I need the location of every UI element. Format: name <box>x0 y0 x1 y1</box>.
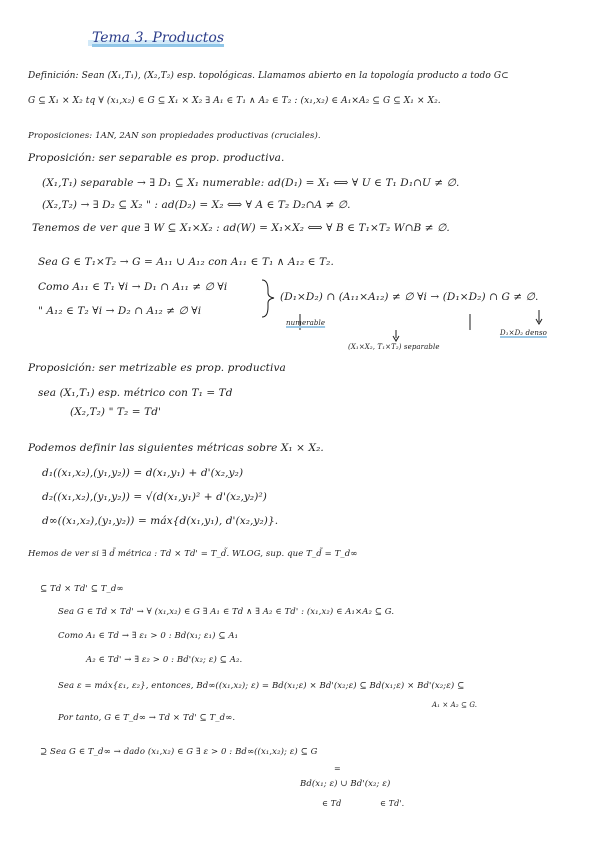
numerable-label: numerable <box>286 319 326 327</box>
step-4: Sea ε = máx{ε₁, ε₂}, entonces, Bd∞((x₁,x₂); ε) = Bd(x₁;ε) × Bd'(x₂;ε) ⊆ Bd(x₁;ε) × Bd'(x₂;ε) ⊆ <box>58 681 465 691</box>
metric-line-2: (X₂,T₂) " T₂ = Td' <box>70 406 162 418</box>
definition-line-1: Definición: Sean (X₁,T₁), (X₂,T₂) esp. topológicas. Llamamos abierto en la topología producto a todo G⊂ <box>28 71 509 81</box>
step-1: Sea G ∈ Td × Td' → ∀ (x₁,x₂) ∈ G ∃ A₁ ∈ Td ∧ ∃ A₂ ∈ Td' : (x₁,x₂) ∈ A₁×A₂ ⊆ G. <box>58 607 395 617</box>
step-5: Por tanto, G ∈ T_d∞ → Td × Td' ⊆ T_d∞. <box>58 713 236 723</box>
metric-dinf: d∞((x₁,x₂),(y₁,y₂)) = máx{d(x₁,y₁), d'(x₂,y₂)}. <box>42 515 279 527</box>
propositions-line: Proposiciones: 1AN, 2AN son propiedades productivas (cruciales). <box>28 131 321 141</box>
definition-line-2: G ⊆ X₁ × X₂ tq ∀ (x₁,x₂) ∈ G ⊆ X₁ × X₂ ∃ A₁ ∈ T₁ ∧ A₂ ∈ T₂ : (x₁,x₂) ∈ A₁×A₂ ⊆ G ⊆ X₁ × X₂. <box>28 96 441 106</box>
in-td: ∈ Td <box>322 799 342 808</box>
step-4-continued: A₁ × A₂ ⊆ G. <box>432 701 478 709</box>
step-2: Como A₁ ∈ Td → ∃ ε₁ > 0 : Bd(x₁; ε₁) ⊆ A₁ <box>58 631 239 641</box>
separable-line-1: (X₁,T₁) separable → ∃ D₁ ⊆ X₁ numerable: ad(D₁) = X₁ ⟺ ∀ U ∈ T₁ D₁∩U ≠ ∅. <box>42 177 460 189</box>
proposition-metrizable: Proposición: ser metrizable es prop. productiva <box>28 362 286 374</box>
step-3: A₂ ∈ Td' → ∃ ε₂ > 0 : Bd'(x₂; ε) ⊆ A₂. <box>86 655 243 665</box>
ball-union: Bd(x₁; ε) ∪ Bd'(x₂; ε) <box>300 779 391 789</box>
in-td-prime: ∈ Td'. <box>380 799 405 808</box>
metric-line-1: sea (X₁,T₁) esp. métrico con T₁ = Td <box>38 387 233 399</box>
page-title: Tema 3. Productos <box>92 30 225 46</box>
denso-label: D₁×D₂ denso <box>500 329 547 337</box>
separable-result: (X₁×X₂, T₁×T₂) separable <box>348 343 440 351</box>
separable-line-3: Tenemos de ver que ∃ W ⊆ X₁×X₂ : ad(W) = X₁×X₂ ⟺ ∀ B ∈ T₁×T₂ W∩B ≠ ∅. <box>32 222 450 234</box>
como-line-2: " A₁₂ ∈ T₂ ∀i → D₂ ∩ A₁₂ ≠ ∅ ∀i <box>38 305 202 317</box>
conclusion-line: (D₁×D₂) ∩ (A₁₁×A₁₂) ≠ ∅ ∀i → (D₁×D₂) ∩ G ≠ ∅. <box>280 291 539 303</box>
como-line-1: Como A₁₁ ∈ T₁ ∀i → D₁ ∩ A₁₁ ≠ ∅ ∀i <box>38 281 228 293</box>
define-metrics-line: Podemos definir las siguientes métricas sobre X₁ × X₂. <box>28 442 324 454</box>
equals-sign: = <box>334 764 341 773</box>
superset-line: ⊇ Sea G ∈ T_d∞ → dado (x₁,x₂) ∈ G ∃ ε > 0 : Bd∞((x₁,x₂); ε) ⊆ G <box>40 747 318 757</box>
metric-d1: d₁((x₁,x₂),(y₁,y₂)) = d(x₁,y₁) + d'(x₂,y₂) <box>42 467 244 479</box>
separable-line-2: (X₂,T₂) → ∃ D₂ ⊆ X₂ " : ad(D₂) = X₂ ⟺ ∀ A ∈ T₂ D₂∩A ≠ ∅. <box>42 199 351 211</box>
proposition-separable: Proposición: ser separable es prop. productiva. <box>28 152 285 164</box>
sea-line-1: Sea G ∈ T₁×T₂ → G = A₁₁ ∪ A₁₂ con A₁₁ ∈ T₁ ∧ A₁₂ ∈ T₂. <box>38 256 334 268</box>
subset-header: ⊆ Td × Td' ⊆ T_d∞ <box>40 584 124 594</box>
metric-d2: d₂((x₁,x₂),(y₁,y₂)) = √(d(x₁,y₁)² + d'(x₂,y₂)²) <box>42 491 267 503</box>
hemos-line: Hemos de ver si ∃ d̃ métrica : Td × Td' = T_d̃. WLOG, sup. que T_d̃ = T_d∞ <box>28 549 358 559</box>
